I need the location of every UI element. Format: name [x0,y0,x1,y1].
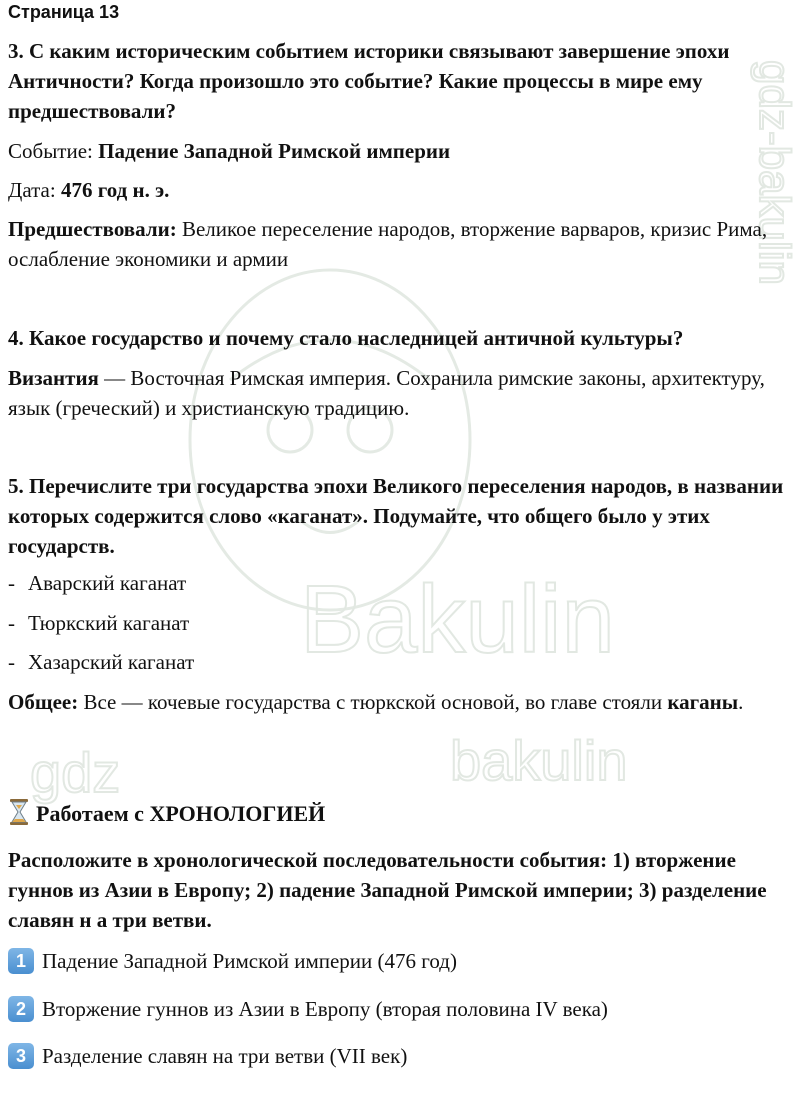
chronology-heading [8,799,325,833]
chronology-item-text: Падение Западной Римской империи (476 год) [42,949,457,973]
preceded-text: Великое переселение народов, вторжение варваров, кризис Рима, ослабление экономики и армии [8,217,768,271]
date-line [8,175,798,205]
preceded-label: Предшествовали: [8,217,177,241]
event-label: Событие: [8,139,99,163]
common-label: Общее: [8,690,79,714]
list-item [8,568,186,598]
chronology-item [8,1041,407,1071]
common-text: Все — кочевые государства с тюркской основой, во главе стояли [78,690,668,714]
list-item-text: Хазарский каганат [28,650,195,674]
list-item-text: Аварский каганат [28,571,187,595]
answer-4-text: — Восточная Римская империя. Сохранила римские законы, архитектуру, язык (греческий) и христианскую традицию. [8,366,765,420]
date-value: 476 год н. э. [60,178,170,202]
list-item [8,608,189,638]
event-line [8,136,798,166]
question-3: 3. С каким историческим событием историки связывают завершение эпохи Античности? Когда произошло это событие? Какие процессы в мире ему предшествовали? [8,39,730,123]
dash-marker: - [8,611,15,635]
chronology-item [8,946,457,976]
answer-4 [8,363,798,423]
event-value: Падение Западной Римской империи [98,139,451,163]
answer-4-bold: Византия [8,366,99,390]
question-4: 4. Какое государство и почему стало наследницей античной культуры? [8,326,684,350]
chronology-item [8,994,608,1024]
dash-marker: - [8,650,15,674]
question-5: 5. Перечислите три государства эпохи Великого переселения народов, в названии которых содержится слово «каганат». Подумайте, что общего было у этих государств. [8,474,784,558]
chronology-item-text: Разделение славян на три ветви (VII век) [42,1044,408,1068]
common-line [8,687,798,717]
list-item [8,647,194,677]
watermark-small-right: bakulin [450,729,628,792]
watermark-center-text: Bakulin [300,566,615,673]
chronology-task: Расположите в хронологической последовательности события: 1) вторжение гуннов из Азии в Европу; 2) падение Западной Римской империи; 3) разделение славян н а три ветви. [8,848,767,932]
chronology-item-text: Вторжение гуннов из Азии в Европу (вторая половина IV века) [42,997,608,1021]
number-badge: 3 [8,1043,34,1069]
chronology-heading-text: Работаем с ХРОНОЛОГИЕЙ [36,801,326,826]
number-badge: 2 [8,996,34,1022]
list-item-text: Тюркский каганат [28,611,190,635]
preceded-line [8,214,798,274]
page-label: Страница 13 [8,2,120,22]
number-badge: 1 [8,948,34,974]
common-bold-end: каганы [667,690,739,714]
common-end: . [738,690,744,714]
watermark-small-left: gdz [30,741,121,804]
hourglass-icon [8,799,30,833]
watermark-column-text: gdz-bakulin [750,60,799,286]
date-label: Дата: [8,178,61,202]
dash-marker: - [8,571,15,595]
